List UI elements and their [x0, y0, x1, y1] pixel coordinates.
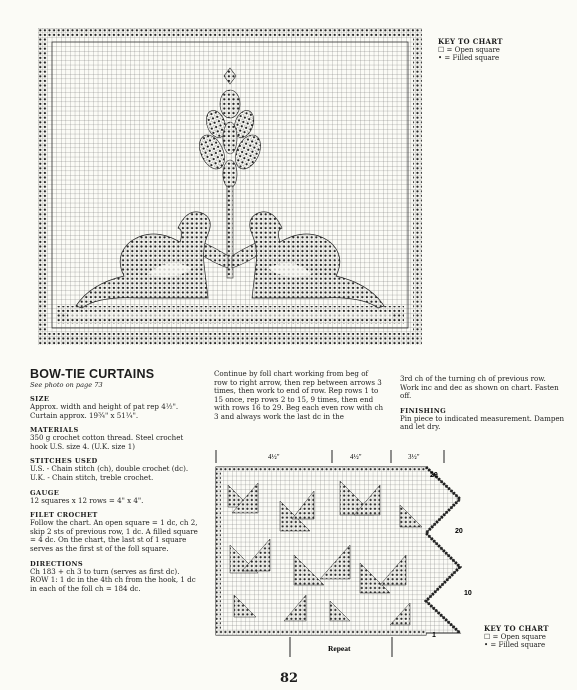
section-body-row1: ROW 1: 1 dc in the 4th ch from the hook, 1 dc in each of the foll ch = 184 dc. — [30, 575, 196, 593]
key-open-label: = Open square — [446, 46, 500, 54]
bottom-chart-key — [484, 625, 549, 649]
border-filet-chart — [210, 445, 480, 665]
section-heading-gauge: GAUGE — [30, 488, 60, 497]
open-square-icon: ☐ — [438, 46, 445, 54]
key-open-square — [438, 46, 503, 54]
row-label-1: 1 — [432, 632, 436, 639]
key-title-2: KEY TO CHART — [484, 624, 549, 633]
page-number: 82 — [280, 671, 299, 686]
section-heading-filet: FILET CROCHET — [30, 511, 98, 520]
section-body-stitches: U.S. - Chain stitch (ch), double crochet (dc). U.K. - Chain stitch, treble crochet. — [30, 464, 189, 482]
section-body-directions: Ch 183 + ch 3 to turn (serves as first dc). — [30, 566, 180, 576]
pattern-column-2 — [214, 370, 384, 422]
filled-square-icon: • — [484, 641, 489, 649]
swan-filet-chart — [38, 28, 422, 345]
section-heading-stitches: STITCHES USED — [30, 457, 98, 466]
key-filled-square — [438, 54, 503, 62]
pattern-column-1 — [30, 367, 200, 593]
width-label-3: 3½" — [408, 453, 420, 461]
section-heading-directions: DIRECTIONS — [30, 559, 84, 568]
key-filled-square-2 — [484, 641, 549, 649]
repeat-label: Repeat — [328, 644, 351, 653]
row-label-10: 10 — [464, 590, 472, 597]
filled-square-icon: • — [438, 54, 443, 62]
photo-reference: See photo on page 73 — [30, 381, 103, 389]
section-body-finishing: Pin piece to indicated measurement. Dampen and let dry. — [400, 413, 565, 432]
section-body-size: Approx. width and height of pat rep 4½". Curtain approx. 19¾" x 51¼". — [30, 402, 179, 420]
key-open-square-2 — [484, 633, 549, 641]
top-chart-key — [438, 38, 503, 62]
key-filled-label-2: = Filled square — [490, 641, 546, 649]
continuation-text: Continue by foll chart working from beg of row to right arrow, then rep between arrows 3 times, then work to end of row. Rep rows 1 to 15 once, rep rows 2 to 15, 9 times, then end with rows 16 to 29. Beg each even row with ch 3 and always work the last dc in the — [214, 369, 384, 421]
row-label-20: 20 — [455, 528, 463, 535]
open-square-icon: ☐ — [484, 633, 491, 641]
section-heading-finishing: FINISHING — [400, 406, 447, 415]
pattern-column-3 — [400, 375, 565, 432]
width-label-2: 4½" — [350, 453, 362, 461]
key-filled-label: = Filled square — [444, 54, 500, 62]
width-label-1: 4½" — [268, 453, 280, 461]
section-body-filet: Follow the chart. An open square = 1 dc, ch 2, skip 2 sts of previous row, 1 dc. A filled square = 4 dc. On the chart, the last st of 1 square serves as the first st of the foll square. — [30, 518, 198, 553]
key-title: KEY TO CHART — [438, 37, 503, 46]
section-heading-materials: MATERIALS — [30, 426, 79, 435]
key-open-label-2: = Open square — [492, 633, 546, 641]
section-body-materials: 350 g crochet cotton thread. Steel crochet hook U.S. size 4. (U.K. size 1) — [30, 433, 184, 451]
page-title: BOW-TIE CURTAINS — [30, 367, 155, 381]
section-heading-size: SIZE — [30, 395, 50, 403]
row-label-29: 29 — [430, 472, 438, 479]
section-body-gauge: 12 squares x 12 rows = 4" x 4". — [30, 495, 144, 505]
continuation-text-2: 3rd ch of the turning ch of previous row. Work inc and dec as shown on chart. Fasten off. — [400, 374, 559, 401]
